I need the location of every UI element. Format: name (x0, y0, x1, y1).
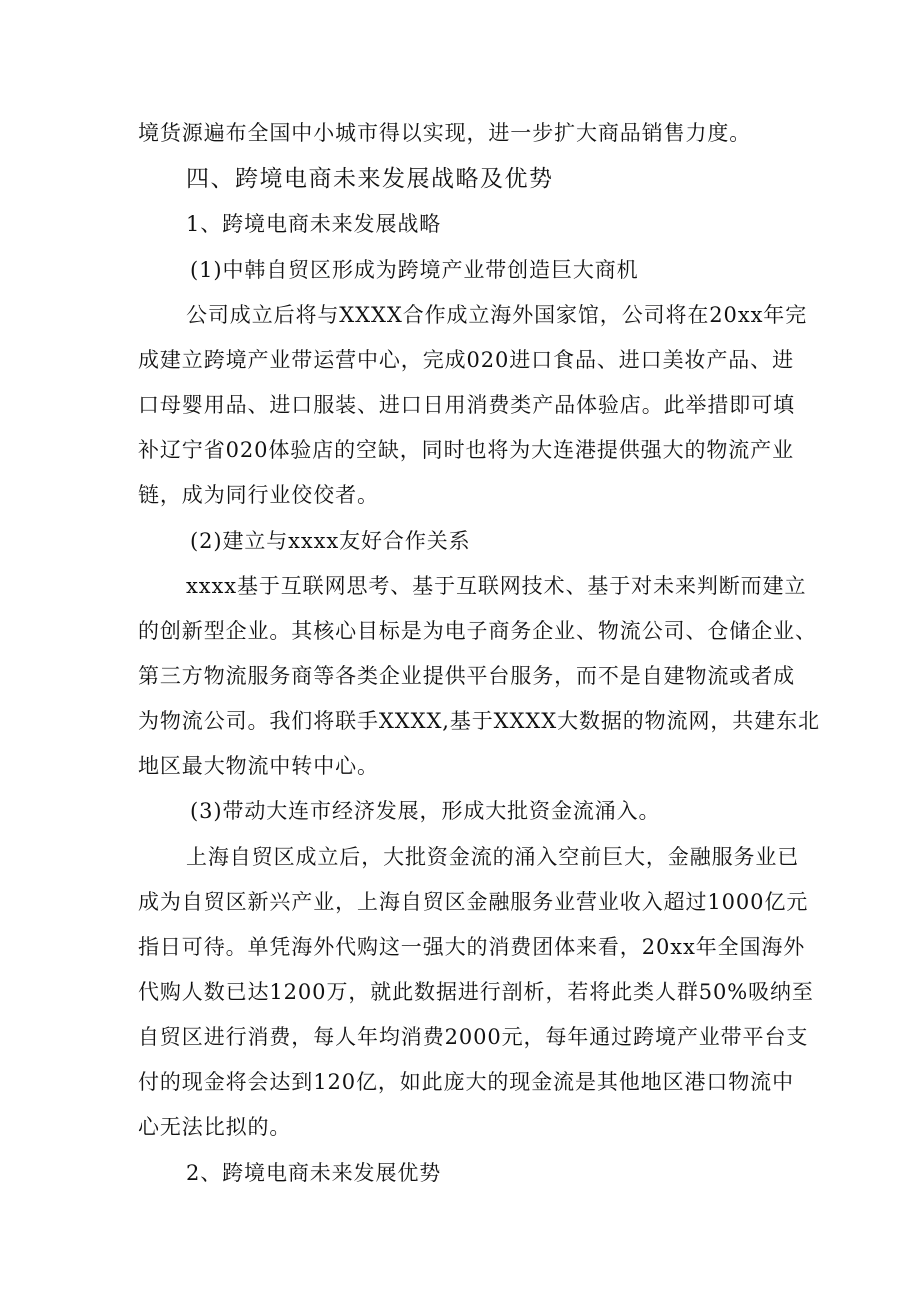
paragraph-line: 指日可待。单凭海外代购这一强大的消费团体来看，20xx年全国海外 (138, 935, 806, 959)
item-heading-3: (3)带动大连市经济发展，形成大批资金流涌入。 (190, 799, 661, 823)
paragraph-line: 心无法比拟的。 (138, 1115, 292, 1139)
paragraph-line: 第三方物流服务商等各类企业提供平台服务，而不是自建物流或者成 (138, 664, 795, 688)
paragraph-line: 付的现金将会达到120亿，如此庞大的现金流是其他地区港口物流中 (138, 1070, 794, 1094)
paragraph-line: 上海自贸区成立后，大批资金流的涌入空前巨大，金融服务业已 (186, 845, 800, 869)
paragraph-continuation-line: 境货源遍布全国中小城市得以实现，进一步扩大商品销售力度。 (138, 121, 752, 145)
paragraph-line: 链，成为同行业佼佼者。 (138, 483, 379, 507)
paragraph-line: 成建立跨境产业带运营中心，完成020进口食品、进口美妆产品、进 (138, 348, 794, 372)
subsection-heading: 1、跨境电商未来发展战略 (186, 212, 442, 236)
paragraph-line: 公司成立后将与XXXX合作成立海外国家馆，公司将在20xx年完 (186, 303, 808, 327)
paragraph-line: 口母婴用品、进口服装、进口日用消费类产品体验店。此举措即可填 (138, 393, 795, 417)
subsection-heading: 2、跨境电商未来发展优势 (186, 1161, 442, 1185)
paragraph-line: 地区最大物流中转中心。 (138, 754, 379, 778)
paragraph-line: 补辽宁省020体验店的空缺，同时也将为大连港提供强大的物流产业 (138, 438, 794, 462)
item-heading-1: (1)中韩自贸区形成为跨境产业带创造巨大商机 (190, 258, 639, 282)
paragraph-line: 自贸区进行消费，每人年均消费2000元，每年通过跨境产业带平台支 (138, 1025, 809, 1049)
section-heading: 四、跨境电商未来发展战略及优势 (186, 166, 554, 192)
paragraph-line: 代购人数已达1200万，就此数据进行剖析，若将此类人群50%吸纳至 (138, 980, 814, 1004)
paragraph-line: xxxx基于互联网思考、基于互联网技术、基于对未来判断而建立 (186, 574, 807, 598)
paragraph-line: 的创新型企业。其核心目标是为电子商务企业、物流公司、仓储企业、 (138, 619, 817, 643)
paragraph-line: 成为自贸区新兴产业，上海自贸区金融服务业营业收入超过1000亿元 (138, 890, 809, 914)
paragraph-line: 为物流公司。我们将联手XXXX,基于XXXX大数据的物流网，共建东北 (138, 709, 820, 733)
item-heading-2: (2)建立与xxxx友好合作关系 (190, 529, 471, 553)
